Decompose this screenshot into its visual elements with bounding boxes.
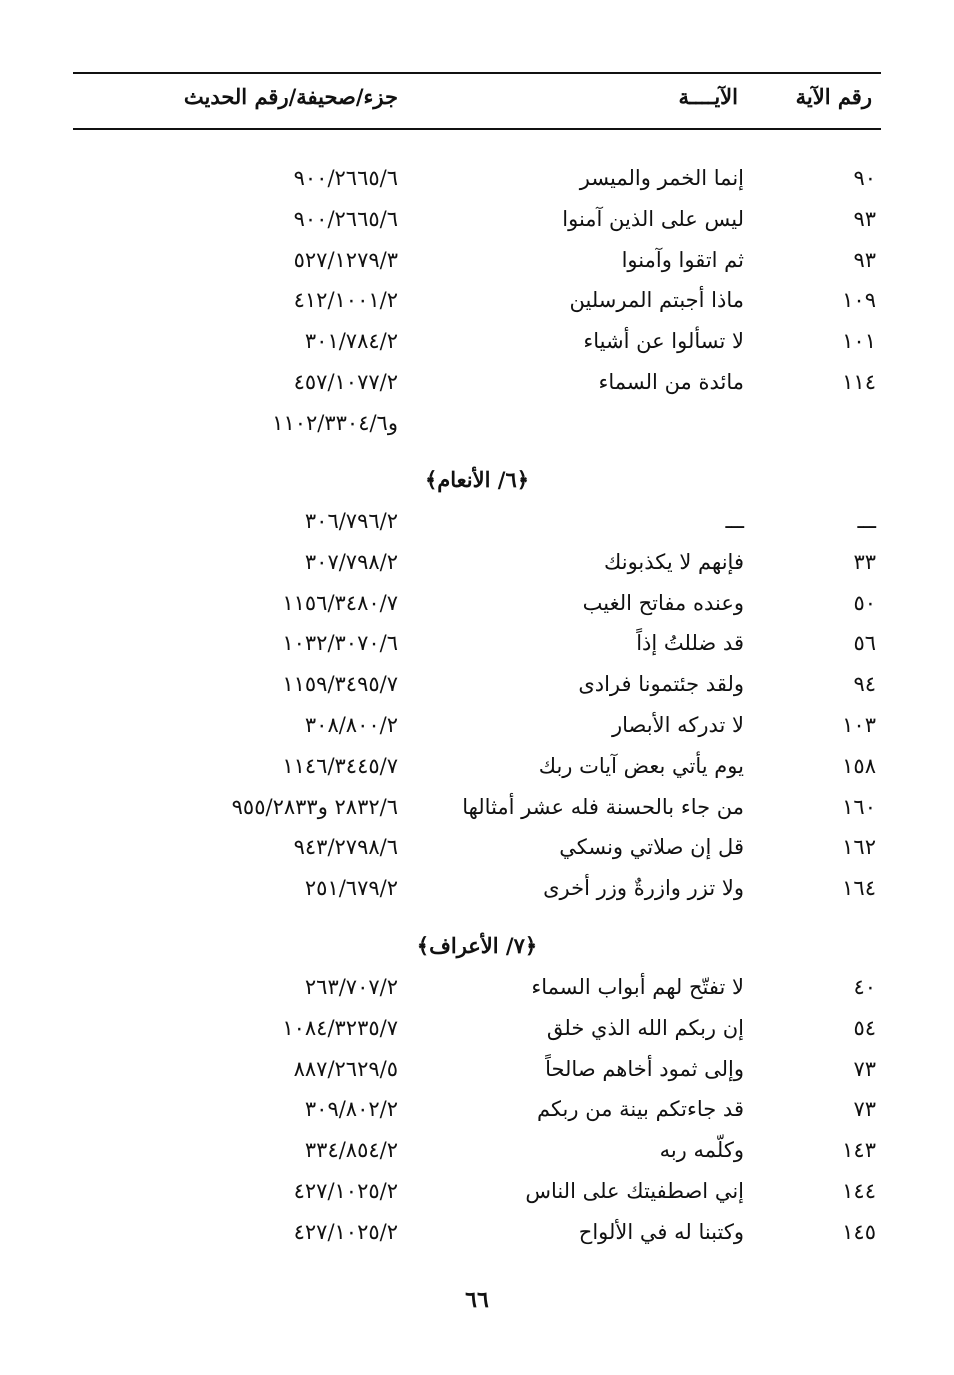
- ayah-text: وكتبنا له في الألواح: [578, 1219, 744, 1244]
- table-row: [0, 827, 954, 867]
- table-row: [0, 158, 954, 198]
- header-reference: جزء/صحيفة/رقم الحديث: [183, 84, 398, 109]
- ayah-text: يوم يأتي بعض آيات ربك: [538, 753, 744, 778]
- ayah-number: ٣٣: [853, 549, 876, 574]
- ayah-number: ١٤٤: [842, 1179, 876, 1203]
- ayah-text: وعنده مفاتح الغيب: [582, 590, 744, 615]
- ayah-number: ٥٤: [853, 1015, 876, 1040]
- ayah-number: ٧٣: [853, 1097, 876, 1122]
- table-row: [0, 1049, 954, 1089]
- table-row: [0, 280, 954, 320]
- hadith-reference: ٣٣٤/٨٥٤/٢: [304, 1138, 398, 1163]
- table-row: [0, 1171, 954, 1211]
- hadith-reference: ٣٠٦/٧٩٦/٢: [304, 509, 398, 533]
- ayah-text: مائدة من السماء: [598, 370, 744, 394]
- hadith-reference: ١٠٣٢/٣٠٧٠/٦: [282, 631, 398, 656]
- top-rule: [73, 72, 881, 74]
- ayah-number: ١٤٥: [842, 1219, 876, 1244]
- hadith-reference: ٩٤٣/٢٧٩٨/٦: [293, 835, 398, 860]
- table-row: [0, 787, 954, 827]
- ayah-text: ـــ: [725, 509, 744, 533]
- ayah-number: ٩٣: [853, 247, 876, 272]
- ayah-number: ١٤٣: [842, 1138, 876, 1163]
- hadith-reference: ٤١٢/١٠٠١/٢: [293, 288, 398, 313]
- ayah-text: وكلّمه ربه: [659, 1138, 744, 1163]
- page-number: ٦٦: [465, 1287, 489, 1313]
- ayah-number: ٥٠: [853, 590, 876, 615]
- hadith-reference: ٤٢٧/١٠٢٥/٢: [293, 1219, 398, 1244]
- ayah-text: لا تفتّح لهم أبواب السماء: [531, 975, 744, 999]
- ayah-number: ١٠١: [842, 329, 876, 354]
- table-row: [0, 1089, 954, 1129]
- surah-heading: ﴿٦/ الأنعام﴾: [424, 467, 530, 492]
- hadith-reference: ١١٥٦/٣٤٨٠/٧: [282, 590, 398, 615]
- hadith-reference: ٤٥٧/١٠٧٧/٢: [293, 370, 398, 394]
- header-ayah-number: رقم الآية: [795, 84, 872, 109]
- hadith-reference: ٣٠٨/٨٠٠/٢: [304, 713, 398, 737]
- table-row: [0, 664, 954, 704]
- ayah-text: ماذا أجبتم المرسلين: [569, 288, 744, 313]
- ayah-number: ١٥٨: [842, 753, 876, 778]
- hadith-reference: ٣٠٩/٨٠٢/٢: [304, 1097, 398, 1122]
- hadith-reference: و١١٠٢/٣٣٠٤/٦: [272, 410, 398, 435]
- hadith-reference: ٢٦٣/٧٠٧/٢: [304, 975, 398, 999]
- table-row: [0, 362, 954, 402]
- table-row: [0, 868, 954, 908]
- table-row: [0, 705, 954, 745]
- hadith-reference: ١١٤٦/٣٤٤٥/٧: [282, 753, 398, 778]
- ayah-number: ٥٦: [853, 631, 876, 656]
- hadith-reference: ١١٥٩/٣٤٩٥/٧: [282, 672, 398, 697]
- hadith-reference: ٣٠١/٧٨٤/٢: [304, 329, 398, 354]
- hadith-reference: ٢٥١/٦٧٩/٢: [304, 876, 398, 901]
- ayah-number: ١٠٩: [842, 288, 876, 313]
- ayah-number: ١٦٤: [842, 876, 876, 901]
- hadith-reference: ٩٠٠/٢٦٦٥/٦: [293, 166, 398, 190]
- ayah-number: ١٦٢: [842, 835, 876, 860]
- table-row: [0, 1130, 954, 1170]
- ayah-text: إني اصطفيتك على الناس: [525, 1179, 744, 1203]
- ayah-text: إنما الخمر والميسر: [579, 166, 744, 190]
- ayah-text: قد جاءتكم بينة من ربكم: [536, 1097, 744, 1122]
- header-ayah: الآيــــة: [678, 84, 738, 109]
- table-row: [0, 967, 954, 1007]
- table-row: [0, 501, 954, 541]
- ayah-text: ليس على الذين آمنوا: [562, 206, 744, 231]
- ayah-number: ٧٣: [853, 1056, 876, 1081]
- ayah-number: ٩٤: [853, 672, 876, 697]
- table-row: [0, 1008, 954, 1048]
- table-row: [0, 240, 954, 280]
- ayah-number: ٤٠: [853, 975, 876, 999]
- ayah-number: ٩٣: [853, 206, 876, 231]
- table-row: [0, 199, 954, 239]
- hadith-reference: ٩٠٠/٢٦٦٥/٦: [293, 206, 398, 231]
- ayah-number: ـــ: [857, 509, 876, 533]
- surah-heading: ﴿٧/ الأعراف﴾: [416, 933, 538, 958]
- ayah-text: قل إن صلاتي ونسكي: [559, 835, 744, 860]
- ayah-number: ١٠٣: [842, 713, 876, 737]
- ayah-number: ٩٠: [853, 166, 876, 190]
- table-row: [0, 623, 954, 663]
- hadith-reference: ٥٢٧/١٢٧٩/٣: [293, 247, 398, 272]
- table-row: [0, 542, 954, 582]
- ayah-text: ثم اتقوا وآمنوا: [621, 247, 744, 272]
- ayah-text: من جاء بالحسنة فله عشر أمثالها: [462, 794, 744, 819]
- ayah-text: فإنهم لا يكذبونك: [604, 549, 744, 574]
- ayah-text: لا تسألوا عن أشياء: [583, 329, 744, 354]
- ayah-text: لا تدركه الأبصار: [612, 713, 744, 737]
- hadith-reference: ٣٠٧/٧٩٨/٢: [304, 549, 398, 574]
- hadith-reference: ٨٨٧/٢٦٢٩/٥: [293, 1056, 398, 1081]
- table-row: [0, 403, 954, 443]
- header-rule: [73, 128, 881, 130]
- ayah-number: ١٦٠: [842, 794, 876, 819]
- ayah-text: قد ضللتُ إذاً: [636, 631, 744, 656]
- table-row: [0, 583, 954, 623]
- table-row: [0, 1212, 954, 1252]
- hadith-reference: ١٠٨٤/٣٢٣٥/٧: [282, 1015, 398, 1040]
- hadith-reference: ٢٨٣٢/٦ و٩٥٥/٢٨٣٣: [231, 794, 398, 819]
- hadith-reference: ٤٢٧/١٠٢٥/٢: [293, 1179, 398, 1203]
- ayah-number: ١١٤: [842, 370, 876, 394]
- ayah-text: إن ربكم الله الذي خلق: [546, 1015, 744, 1040]
- ayah-text: وإلى ثمود أخاهم صالحاً: [545, 1056, 744, 1081]
- ayah-text: ولقد جئتمونا فرادى: [578, 672, 744, 697]
- table-row: [0, 746, 954, 786]
- table-row: [0, 321, 954, 361]
- ayah-text: ولا تزر وازرةٌ وزر أخرى: [543, 876, 744, 901]
